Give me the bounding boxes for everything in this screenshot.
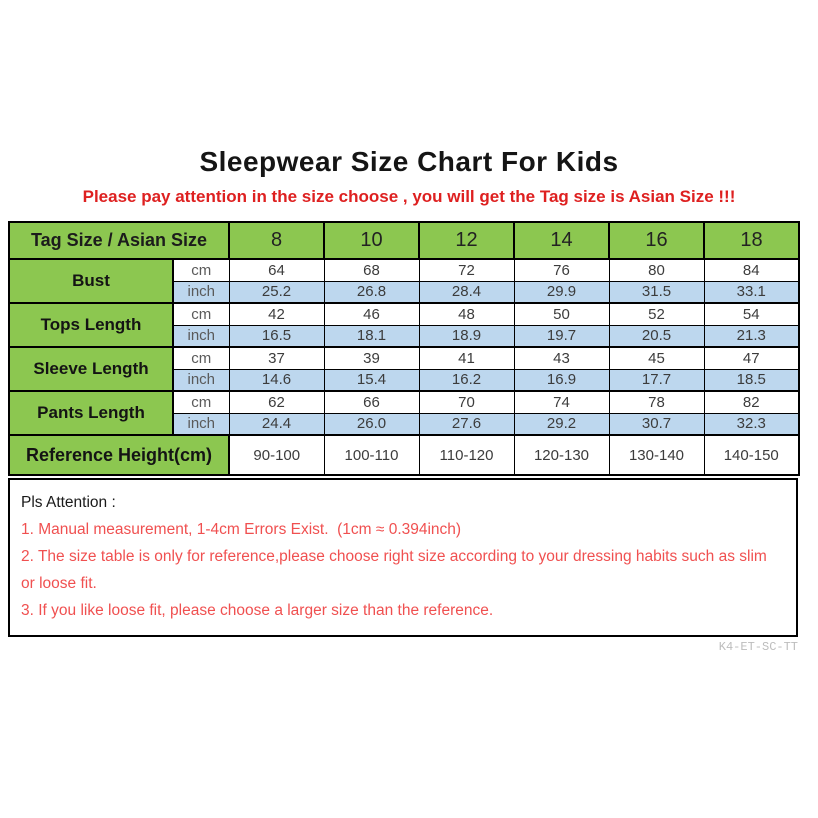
value-cell: 50 — [514, 303, 609, 325]
attention-note-3: 3. If you like loose fit, please choose a larger size than the reference. — [21, 602, 494, 619]
value-cell: 70 — [419, 391, 514, 413]
row-label-bust: Bust — [9, 259, 173, 303]
value-cell: 78 — [609, 391, 704, 413]
value-cell: 42 — [229, 303, 324, 325]
asian-size-warning: Please pay attention in the size choose , you will get the Tag size is Asian Size !!! — [82, 187, 736, 206]
attention-heading: Pls Attention : — [21, 494, 116, 511]
table-row-tops-cm — [9, 303, 799, 325]
value-cell: 18.9 — [419, 325, 514, 347]
value-cell: 29.2 — [514, 413, 609, 435]
value-cell: 25.2 — [229, 281, 324, 303]
value-cell: 37 — [229, 347, 324, 369]
table-row-bust-cm — [9, 259, 799, 281]
value-cell: 66 — [324, 391, 419, 413]
value-cell: 31.5 — [609, 281, 704, 303]
value-cell: 54 — [704, 303, 799, 325]
value-cell: 84 — [704, 259, 799, 281]
header-size-cell: 12 — [419, 222, 514, 259]
page-title: Sleepwear Size Chart For Kids — [199, 146, 619, 177]
value-cell: 16.5 — [229, 325, 324, 347]
value-cell: 43 — [514, 347, 609, 369]
value-cell: 72 — [419, 259, 514, 281]
value-cell: 30.7 — [609, 413, 704, 435]
value-cell: 17.7 — [609, 369, 704, 391]
attention-note-1: 1. Manual measurement, 1-4cm Errors Exist. (1cm ≈ 0.394inch) — [21, 521, 462, 538]
row-label-pants-length: Pants Length — [9, 391, 173, 435]
value-cell: 76 — [514, 259, 609, 281]
value-cell: 100-110 — [324, 435, 419, 475]
header-size-cell: 18 — [704, 222, 799, 259]
value-cell: 52 — [609, 303, 704, 325]
value-cell: 15.4 — [324, 369, 419, 391]
value-cell: 45 — [609, 347, 704, 369]
value-cell: 26.8 — [324, 281, 419, 303]
value-cell: 82 — [704, 391, 799, 413]
header-size-cell: 8 — [229, 222, 324, 259]
value-cell: 16.9 — [514, 369, 609, 391]
table-row-reference-height — [9, 435, 799, 475]
header-size-cell: 14 — [514, 222, 609, 259]
row-label-tops-length: Tops Length — [9, 303, 173, 347]
value-cell: 39 — [324, 347, 419, 369]
value-cell: 16.2 — [419, 369, 514, 391]
unit-cell-cm: cm — [173, 347, 229, 369]
header-size-cell: 16 — [609, 222, 704, 259]
value-cell: 120-130 — [514, 435, 609, 475]
sku-code: K4-ET-SC-TT — [718, 640, 798, 654]
value-cell: 33.1 — [704, 281, 799, 303]
unit-cell-inch: inch — [173, 325, 229, 347]
table-header-row — [9, 222, 799, 259]
value-cell: 48 — [419, 303, 514, 325]
value-cell: 46 — [324, 303, 419, 325]
size-chart-table — [8, 221, 800, 476]
attention-note-2: 2. The size table is only for reference,please choose right size according to your dressing habits such as slim or loose fit. — [21, 548, 772, 592]
value-cell: 24.4 — [229, 413, 324, 435]
row-label-sleeve-length: Sleeve Length — [9, 347, 173, 391]
row-label-reference-height: Reference Height(cm) — [9, 435, 229, 475]
value-cell: 62 — [229, 391, 324, 413]
unit-cell-cm: cm — [173, 303, 229, 325]
value-cell: 68 — [324, 259, 419, 281]
header-size-cell: 10 — [324, 222, 419, 259]
value-cell: 90-100 — [229, 435, 324, 475]
unit-cell-inch: inch — [173, 413, 229, 435]
value-cell: 32.3 — [704, 413, 799, 435]
unit-cell-cm: cm — [173, 259, 229, 281]
value-cell: 18.1 — [324, 325, 419, 347]
unit-cell-inch: inch — [173, 281, 229, 303]
table-row-sleeve-cm — [9, 347, 799, 369]
value-cell: 26.0 — [324, 413, 419, 435]
attention-box — [8, 478, 798, 637]
value-cell: 19.7 — [514, 325, 609, 347]
unit-cell-cm: cm — [173, 391, 229, 413]
value-cell: 14.6 — [229, 369, 324, 391]
value-cell: 64 — [229, 259, 324, 281]
value-cell: 130-140 — [609, 435, 704, 475]
value-cell: 28.4 — [419, 281, 514, 303]
value-cell: 41 — [419, 347, 514, 369]
value-cell: 80 — [609, 259, 704, 281]
value-cell: 18.5 — [704, 369, 799, 391]
table-row-pants-cm — [9, 391, 799, 413]
header-label-cell: Tag Size / Asian Size — [9, 222, 229, 259]
value-cell: 110-120 — [419, 435, 514, 475]
unit-cell-inch: inch — [173, 369, 229, 391]
value-cell: 140-150 — [704, 435, 799, 475]
value-cell: 27.6 — [419, 413, 514, 435]
value-cell: 29.9 — [514, 281, 609, 303]
value-cell: 47 — [704, 347, 799, 369]
value-cell: 21.3 — [704, 325, 799, 347]
value-cell: 74 — [514, 391, 609, 413]
value-cell: 20.5 — [609, 325, 704, 347]
